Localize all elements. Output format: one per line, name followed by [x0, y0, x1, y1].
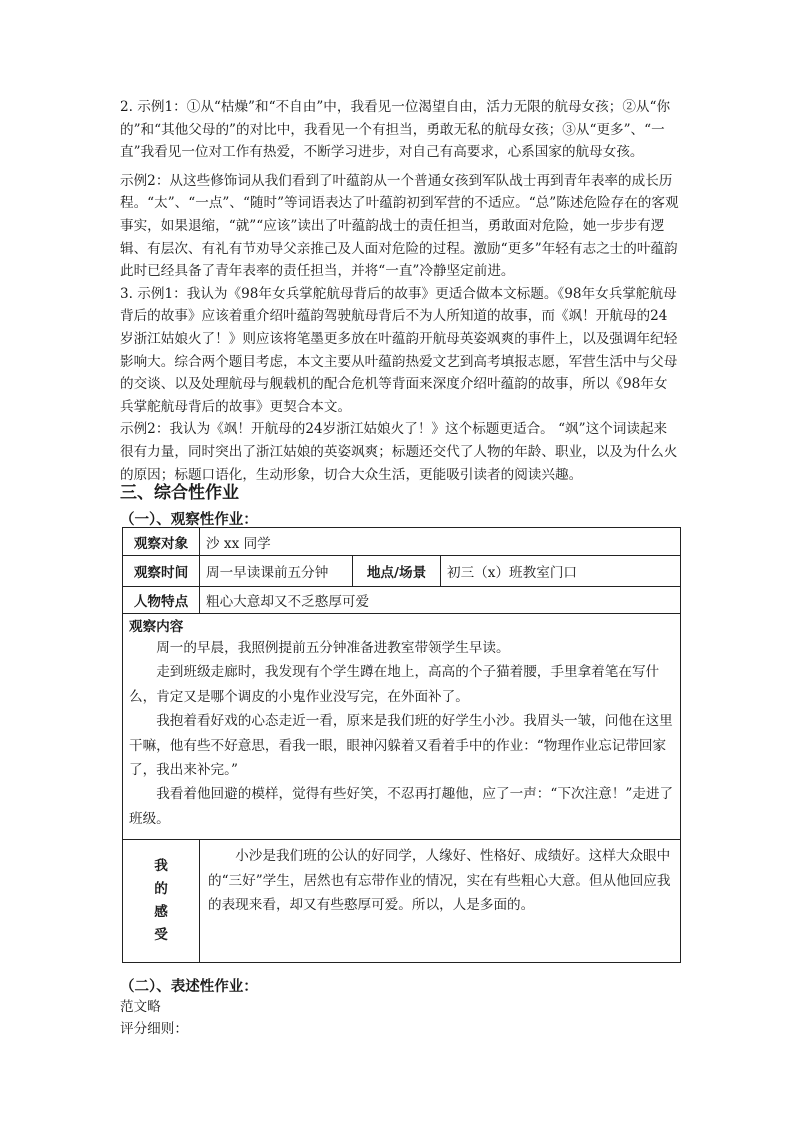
feeling-label-char: 我: [154, 858, 168, 875]
feeling-label-char: 受: [154, 927, 168, 944]
feeling-text: 小沙是我们班的公认的好同学，人缘好、性格好、成绩好。这样大众眼中的“三好”学生，居然也有忘带作业的情况，实在有些粗心大意。但从他回应我的表现来看，却又有些憨厚可爱。所以，人是多面的。: [208, 848, 671, 914]
expression-section: [120, 996, 188, 1040]
answer-3-example-1: 3. 示例1：我认为《98年女兵掌舵航母背后的故事》更适合做本文标题。《98年女兵掌舵航母背后的故事》应该着重介绍叶蕴韵驾驶航母背后不为人所知道的故事，而《飒！开航母的24岁浙江姑娘火了！》则应该将笔墨更多放在叶蕴韵开航母英姿飒爽的事件上，以及强调年纪轻影响大。综合两个题目考虑，本文主要从叶蕴韵热爱文艺到高考填报志愿，军营生活中与父母的交谈、以及处理航母与舰载机的配合危机等背面来深度介绍叶蕴韵的故事，所以《98年女兵掌舵航母背后的故事》更契合本文。: [120, 285, 678, 415]
object-label: 观察对象: [123, 528, 200, 556]
time-label: 观察时间: [123, 556, 200, 587]
subsection-heading-expression: （二）、表述性作业：: [120, 979, 258, 995]
answer-section: [120, 96, 680, 486]
feeling-label-char: 的: [154, 881, 168, 898]
place-value: 初三（x）班教室门口: [441, 556, 681, 587]
table-row: [123, 840, 681, 963]
section-heading: 三、综合性作业: [120, 483, 239, 503]
content-title: 观察内容: [129, 619, 184, 635]
table-row: [123, 528, 681, 556]
table-row: [123, 614, 681, 840]
subsection-heading-observation: （一）、观察性作业：: [120, 512, 258, 528]
trait-value: 粗心大意却又不乏憨厚可爱: [200, 587, 681, 614]
table-row: [123, 556, 681, 587]
object-value: 沙 xx 同学: [200, 528, 681, 556]
place-label: 地点/场景: [353, 556, 441, 587]
content-paragraph: 走到班级走廊时，我发现有个学生蹲在地上，高高的个子猫着腰，手里拿着笔在写什么，肯定又是哪个调皮的小鬼作业没写完，在外面补了。: [129, 664, 660, 705]
answer-2-example-2: 示例2：从这些修饰词从我们看到了叶蕴韵从一个普通女孩到军队战士再到青年表率的成长历程。“太”、“一点”、“随时”等词语表达了叶蕴韵初到军营的不适应。“总”陈述危险存在的客观事实，如果退缩，“就”“应该”读出了叶蕴韵战士的责任担当，勇敢面对危险，她一步步有逻辑、有层次、有礼有节劝导父亲推己及人面对危险的过程。激励“更多”年轻有志之士的叶蕴韵此时已经具备了青年表率的责任担当，并将“一直”冷静坚定前进。: [120, 172, 679, 280]
content-paragraph: 我抱着看好戏的心态走近一看，原来是我们班的好学生小沙。我眉头一皱，问他在这里干嘛，他有些不好意思，看我一眼，眼神闪躲着又看着手中的作业：“物理作业忘记带回家了，我出来补完。”: [129, 713, 673, 779]
trait-label: 人物特点: [123, 587, 200, 614]
observation-table: [122, 527, 681, 963]
observation-content-cell: [123, 614, 681, 840]
table-row: [123, 587, 681, 614]
sample-essay-note: 范文略: [120, 999, 161, 1015]
content-paragraph: 周一的早晨，我照例提前五分钟准备进教室带领学生早读。: [156, 640, 510, 656]
answer-2-example-1: 2. 示例1：①从“枯燥”和“不自由”中，我看见一位渴望自由，活力无限的航母女孩；②从“你的”和“其他父母的”的对比中，我看见一个有担当，勇敢无私的航母女孩；③从“更多”、“一直”我看见一位对工作有热爱，不断学习进步，对自己有高要求，心系国家的航母女孩。: [120, 99, 671, 161]
time-value: 周一早读课前五分钟: [200, 556, 353, 587]
feeling-label: [123, 840, 200, 963]
scoring-rules-label: 评分细则：: [120, 1021, 188, 1037]
feeling-label-char: 感: [154, 904, 168, 921]
feeling-content-cell: [200, 840, 681, 963]
answer-3-example-2: 示例2：我认为《飒！开航母的24岁浙江姑娘火了！》这个标题更适合。 “飒”这个词读起来很有力量，同时突出了浙江姑娘的英姿飒爽；标题还交代了人物的年龄、职业，以及为什么火的原因；标题口语化，生动形象，切合大众生活，更能吸引读者的阅读兴趣。: [120, 421, 678, 483]
content-paragraph: 我看着他回避的模样，觉得有些好笑，不忍再打趣他，应了一声：“下次注意！”走进了班级。: [129, 786, 674, 827]
